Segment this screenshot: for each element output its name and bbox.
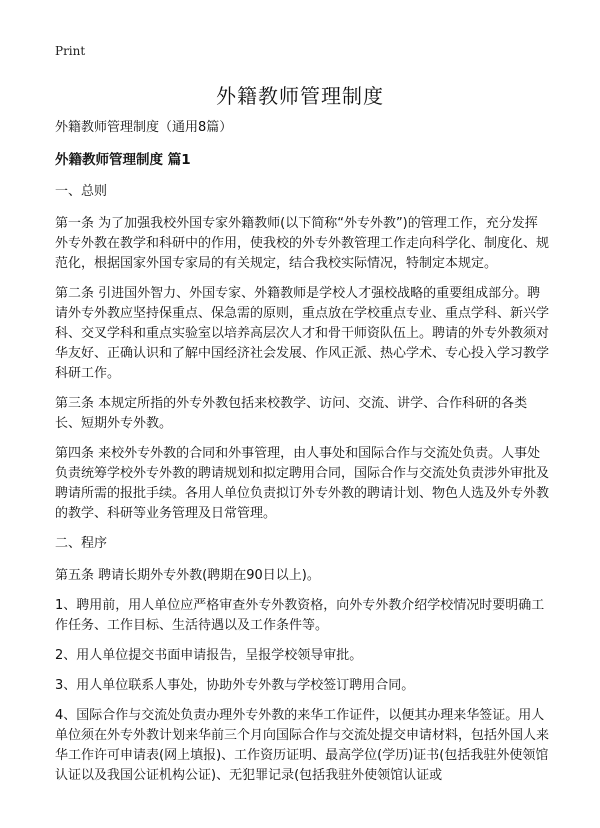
procedure-item-2: 2、用人单位提交书面申请报告，呈报学校领导审批。 (55, 648, 363, 663)
document-body (55, 118, 550, 796)
article-3: 第三条 本规定所指的外专外教包括来校教学、访问、交流、讲学、合作科研的各类长、短期外专外教。 (55, 396, 528, 431)
chapter-heading-general: 一、总则 (55, 184, 108, 199)
article-2: 第二条 引进国外智力、外国专家、外籍教师是学校人才强校战略的重要组成部分。聘请外专外教应坚持保重点、保急需的原则，重点放在学校重点专业、重点学科、新兴学科、交叉学科和重点实验室以培养高层次人才和骨干师资队伍上。聘请的外专外教须对华友好、正确认识和了解中国经济社会发展、作风正派、热心学术、专心投入学习教学科研工作。 (55, 286, 550, 381)
procedure-item-4: 4、国际合作与交流处负责办理外专外教的来华工作证件，以便其办理来华签证。用人单位须在外专外教计划来华前三个月向国际合作与交流处提交申请材料，包括外国人来华工作许可申请表(网上填报)、工作资历证明、最高学位(学历)证书(包括我驻外使领馆认证以及我国公证机构公证)、无犯罪记录(包括我驻外使领馆认证或 (55, 708, 550, 783)
procedure-item-1: 1、聘用前，用人单位应严格审查外专外教资格，向外专外教介绍学校情况时要明确工作任务、工作目标、生活待遇以及工作条件等。 (55, 598, 545, 633)
article-1: 第一条 为了加强我校外国专家外籍教师(以下简称“外专外教”)的管理工作，充分发挥外专外教在教学和科研中的作用，使我校的外专外教管理工作走向科学化、制度化、规范化，根据国家外国专家局的有关规定，结合我校实际情况，特制定本规定。 (55, 216, 550, 271)
document-title: 外籍教师管理制度 (216, 84, 384, 108)
procedure-item-3: 3、用人单位联系人事处，协助外专外教与学校签订聘用合同。 (55, 678, 415, 693)
print-label: Print (55, 44, 86, 58)
article-5: 第五条 聘请长期外专外教(聘期在90日以上)。 (55, 568, 320, 583)
article-4: 第四条 来校外专外教的合同和外事管理，由人事处和国际合作与交流处负责。人事处负责统筹学校外专外教的聘请规划和拟定聘用合同，国际合作与交流处负责涉外审批及聘请所需的报批手续。各用人单位负责拟订外专外教的聘请计划、物色人选及外专外教的教学、科研等业务管理及日常管理。 (55, 446, 550, 521)
document-subtitle: 外籍教师管理制度（通用8篇） (55, 120, 233, 135)
section-heading: 外籍教师管理制度 篇1 (55, 152, 191, 168)
chapter-heading-procedure: 二、程序 (55, 536, 108, 551)
